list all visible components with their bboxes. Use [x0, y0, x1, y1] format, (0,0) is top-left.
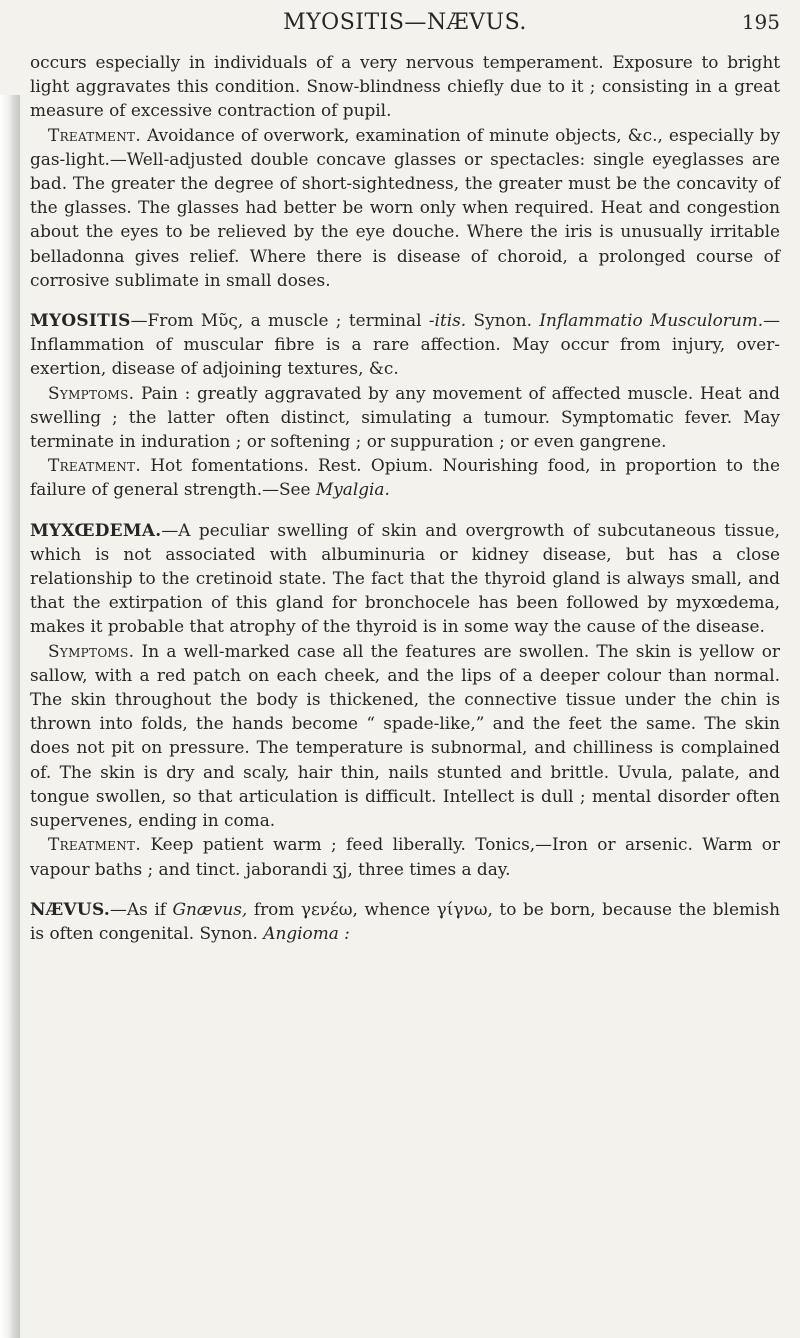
- entry-myositis: [30, 308, 780, 502]
- entry-continuation: [30, 50, 780, 292]
- continuation-paragraph: [30, 50, 780, 123]
- continuation-treatment: [30, 123, 780, 292]
- entry-myxoedema: [30, 518, 780, 881]
- definition-italic: Gnævus,: [172, 898, 248, 919]
- book-gutter-shadow: [0, 95, 20, 1338]
- definition-text: Synon.: [466, 310, 540, 331]
- treatment-text: Keep patient warm ; feed liberally. Tonics,—Iron or arsenic. Warm or vapour baths ; and tinct. jaborandi ʒj, three times a day.: [30, 834, 781, 879]
- treatment-label: Treatment.: [48, 124, 141, 145]
- page-header: [30, 10, 780, 50]
- definition-text: —As if: [110, 898, 173, 919]
- treatment-text: Hot fomentations. Rest. Opium. Nourishing food, in proportion to the failure of general strength.—See: [30, 455, 780, 500]
- definition-italic: -itis.: [428, 310, 467, 331]
- myxoedema-treatment: [30, 832, 780, 880]
- treatment-text: Avoidance of overwork, examination of minute objects, &c., especially by gas-light.—Well-adjusted double concave glasses or spectacles: single eyeglasses are bad. The greater the degree of short-sightedness, the greater must be the concavity of the glasses. The glasses had better be worn only when required. Heat and congestion about the eyes to be relieved by the eye douche. Where the iris is unusually irritable belladonna gives relief. Where there is disease of choroid, a prolonged course of corrosive sublimate in small doses.: [30, 124, 780, 290]
- headword-naevus: NÆVUS.: [30, 898, 111, 919]
- symptoms-label: Symptoms.: [48, 640, 135, 661]
- headword-myxoedema: MYXŒDEMA.: [30, 519, 162, 540]
- myxoedema-definition: [30, 518, 780, 639]
- myositis-treatment: [30, 453, 780, 501]
- see-reference: Myalgia.: [315, 479, 390, 500]
- myositis-symptoms: [30, 381, 780, 454]
- naevus-definition: [30, 897, 780, 945]
- headword-myositis: MYOSITIS: [30, 310, 131, 331]
- page-number: 195: [741, 10, 780, 34]
- symptoms-label: Symptoms.: [48, 382, 135, 403]
- entry-naevus: [30, 897, 780, 945]
- running-head: MYOSITIS—NÆVUS.: [283, 10, 527, 35]
- myositis-definition: [30, 308, 780, 381]
- book-page: [30, 10, 780, 945]
- myxoedema-symptoms: [30, 639, 780, 833]
- treatment-label: Treatment.: [48, 834, 141, 855]
- synonym-italic: Angioma :: [263, 922, 350, 943]
- definition-text: from γενέω, whence γίγνω, to be born, because the blemish is often congenital. Synon.: [30, 898, 780, 943]
- symptoms-text: In a well-marked case all the features are swollen. The skin is yellow or sallow, with a red patch on each cheek, and the lips of a deeper colour than normal. The skin throughout the body is thickened, the connective tissue under the chin is thrown into folds, the hands become “ spade-like,” and the feet the same. The skin does not pit on pressure. The temperature is subnormal, and chilliness is complained of. The skin is dry and scaly, hair thin, nails stunted and brittle. Uvula, palate, and tongue swollen, so that articulation is difficult. Intellect is dull ; mental disorder often supervenes, ending in coma.: [30, 640, 781, 831]
- definition-text: —From Μῦς, a muscle ; terminal: [130, 310, 429, 331]
- symptoms-text: Pain : greatly aggravated by any movement of affected muscle. Heat and swelling ; the latter often distinct, simulating a tumour. Symptomatic fever. May terminate in induration ; or softening ; or suppuration ; or even gangrene.: [30, 382, 780, 452]
- definition-text: —Inflammation of muscular fibre is a rare affection. May occur from injury, over-exertion, disease of adjoining textures, &c.: [30, 310, 780, 379]
- continuation-text: occurs especially in individuals of a very nervous temperament. Exposure to bright light aggravates this condition. Snow-blindness chiefly due to it ; consisting in a great measure of excessive contraction of pupil.: [30, 52, 780, 121]
- synonym-italic: Inflammatio Musculorum.: [539, 310, 764, 331]
- definition-text: —A peculiar swelling of skin and overgrowth of subcutaneous tissue, which is not associated with albuminuria or kidney disease, but has a close relationship to the cretinoid state. The fact that the thyroid gland is always small, and that the extirpation of this gland for bronchocele has been followed by myxœdema, makes it probable that atrophy of the thyroid is in some way the cause of the disease.: [30, 519, 780, 637]
- treatment-label: Treatment.: [48, 455, 141, 476]
